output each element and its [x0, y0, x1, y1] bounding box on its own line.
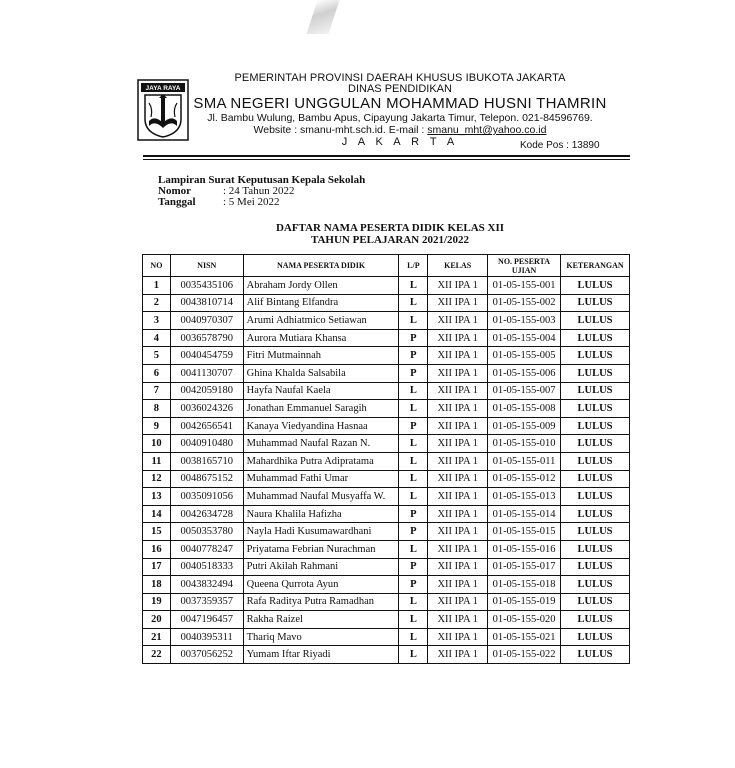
- cell-kelas: XII IPA 1: [428, 576, 488, 594]
- cell-nisn: 0047196457: [170, 611, 243, 629]
- cell-kelas: XII IPA 1: [428, 294, 488, 312]
- cell-no: 6: [143, 364, 171, 382]
- cell-lp: L: [399, 470, 428, 488]
- cell-no-peserta: 01-05-155-010: [488, 435, 561, 453]
- cell-keterangan: LULUS: [561, 593, 630, 611]
- cell-nisn: 0043832494: [170, 576, 243, 594]
- table-row: [143, 400, 630, 418]
- cell-no: 21: [143, 628, 171, 646]
- cell-lp: P: [399, 505, 428, 523]
- cell-no-peserta: 01-05-155-019: [488, 593, 561, 611]
- table-row: [143, 277, 630, 295]
- cell-nama: Muhammad Naufal Razan N.: [243, 435, 399, 453]
- jakarta-emblem-icon: [137, 79, 189, 141]
- cell-no-peserta: 01-05-155-007: [488, 382, 561, 400]
- cell-nisn: 0042059180: [170, 382, 243, 400]
- cell-lp: L: [399, 628, 428, 646]
- cell-nama: Nayla Hadi Kusumawardhani: [243, 523, 399, 541]
- cell-kelas: XII IPA 1: [428, 628, 488, 646]
- table-row: [143, 488, 630, 506]
- cell-nisn: 0040778247: [170, 540, 243, 558]
- letterhead-rule-thick: [143, 155, 630, 157]
- cell-kelas: XII IPA 1: [428, 329, 488, 347]
- letterhead: [190, 72, 610, 148]
- header-lp: L/P: [399, 255, 428, 277]
- cell-keterangan: LULUS: [561, 364, 630, 382]
- cell-no: 1: [143, 277, 171, 295]
- cell-nama: Hayfa Naufal Kaela: [243, 382, 399, 400]
- cell-nisn: 0035435106: [170, 277, 243, 295]
- cell-keterangan: LULUS: [561, 540, 630, 558]
- cell-no-peserta: 01-05-155-004: [488, 329, 561, 347]
- cell-no-peserta: 01-05-155-021: [488, 628, 561, 646]
- cell-nama: Muhammad Naufal Musyaffa W.: [243, 488, 399, 506]
- cell-nama: Queena Qurrota Ayun: [243, 576, 399, 594]
- cell-no-peserta: 01-05-155-017: [488, 558, 561, 576]
- cell-nama: Mahardhika Putra Adipratama: [243, 452, 399, 470]
- cell-nama: Kanaya Viedyandina Hasnaa: [243, 417, 399, 435]
- cell-no: 12: [143, 470, 171, 488]
- cell-nama: Arumi Adhiatmico Setiawan: [243, 312, 399, 330]
- cell-no: 10: [143, 435, 171, 453]
- table-row: [143, 470, 630, 488]
- cell-nama: Putri Akilah Rahmani: [243, 558, 399, 576]
- cell-kelas: XII IPA 1: [428, 312, 488, 330]
- cell-no-peserta: 01-05-155-009: [488, 417, 561, 435]
- cell-kelas: XII IPA 1: [428, 558, 488, 576]
- header-nisn: NISN: [170, 255, 243, 277]
- table-row: [143, 558, 630, 576]
- cell-no: 15: [143, 523, 171, 541]
- cell-keterangan: LULUS: [561, 523, 630, 541]
- cell-no: 13: [143, 488, 171, 506]
- cell-keterangan: LULUS: [561, 294, 630, 312]
- cell-keterangan: LULUS: [561, 312, 630, 330]
- cell-nama: Yumam Iftar Riyadi: [243, 646, 399, 664]
- cell-no: 9: [143, 417, 171, 435]
- email-link[interactable]: smanu_mht@yahoo.co.id: [427, 124, 547, 136]
- cell-kelas: XII IPA 1: [428, 523, 488, 541]
- cell-nisn: 0048675152: [170, 470, 243, 488]
- cell-no: 2: [143, 294, 171, 312]
- cell-keterangan: LULUS: [561, 452, 630, 470]
- cell-kelas: XII IPA 1: [428, 488, 488, 506]
- header-keterangan: KETERANGAN: [561, 255, 630, 277]
- cell-no: 7: [143, 382, 171, 400]
- table-row: [143, 329, 630, 347]
- city-name: J A K A R T A: [341, 136, 459, 148]
- cell-keterangan: LULUS: [561, 646, 630, 664]
- cell-nisn: 0040518333: [170, 558, 243, 576]
- header-nama: NAMA PESERTA DIDIK: [243, 255, 399, 277]
- cell-lp: P: [399, 329, 428, 347]
- cell-no-peserta: 01-05-155-008: [488, 400, 561, 418]
- cell-keterangan: LULUS: [561, 576, 630, 594]
- table-row: [143, 611, 630, 629]
- cell-lp: P: [399, 558, 428, 576]
- cell-kelas: XII IPA 1: [428, 364, 488, 382]
- cell-nisn: 0040970307: [170, 312, 243, 330]
- cell-no: 3: [143, 312, 171, 330]
- header-no-peserta: NO. PESERTA UJIAN: [488, 255, 561, 277]
- attachment-title: Lampiran Surat Keputusan Kepala Sekolah: [158, 174, 366, 186]
- cell-lp: P: [399, 364, 428, 382]
- cell-no-peserta: 01-05-155-011: [488, 452, 561, 470]
- tanggal-row: [158, 197, 365, 208]
- cell-nama: Ghina Khalda Salsabila: [243, 364, 399, 382]
- cell-no-peserta: 01-05-155-020: [488, 611, 561, 629]
- table-row: [143, 540, 630, 558]
- cell-lp: L: [399, 488, 428, 506]
- cell-nisn: 0040910480: [170, 435, 243, 453]
- cell-keterangan: LULUS: [561, 435, 630, 453]
- cell-lp: L: [399, 277, 428, 295]
- cell-lp: L: [399, 540, 428, 558]
- cell-no-peserta: 01-05-155-002: [488, 294, 561, 312]
- cell-no: 8: [143, 400, 171, 418]
- cell-nisn: 0050353780: [170, 523, 243, 541]
- website-text: Website : smanu-mht.sch.id. E-mail :: [253, 124, 428, 136]
- cell-nama: Jonathan Emmanuel Saragih: [243, 400, 399, 418]
- cell-kelas: XII IPA 1: [428, 593, 488, 611]
- table-row: [143, 576, 630, 594]
- cell-lp: L: [399, 435, 428, 453]
- cell-keterangan: LULUS: [561, 347, 630, 365]
- cell-lp: L: [399, 294, 428, 312]
- cell-nama: Fitri Mutmainnah: [243, 347, 399, 365]
- cell-nisn: 0040454759: [170, 347, 243, 365]
- table-header-row: [143, 255, 630, 277]
- cell-nisn: 0036578790: [170, 329, 243, 347]
- cell-nama: Abraham Jordy Ollen: [243, 277, 399, 295]
- cell-kelas: XII IPA 1: [428, 435, 488, 453]
- tanggal-value: : 5 Mei 2022: [223, 196, 280, 208]
- cell-keterangan: LULUS: [561, 417, 630, 435]
- cell-no: 14: [143, 505, 171, 523]
- cell-no-peserta: 01-05-155-005: [488, 347, 561, 365]
- cell-no-peserta: 01-05-155-016: [488, 540, 561, 558]
- cell-kelas: XII IPA 1: [428, 646, 488, 664]
- cell-kelas: XII IPA 1: [428, 505, 488, 523]
- school-name: SMA NEGERI UNGGULAN MOHAMMAD HUSNI THAMRIN: [193, 95, 607, 112]
- school-contact: [190, 124, 610, 136]
- table-row: [143, 364, 630, 382]
- cell-kelas: XII IPA 1: [428, 470, 488, 488]
- cell-no-peserta: 01-05-155-006: [488, 364, 561, 382]
- cell-keterangan: LULUS: [561, 470, 630, 488]
- cell-nama: Thariq Mavo: [243, 628, 399, 646]
- tanggal-label: Tanggal: [158, 196, 196, 208]
- cell-lp: L: [399, 611, 428, 629]
- cell-keterangan: LULUS: [561, 277, 630, 295]
- nomor-value: : 24 Tahun 2022: [223, 185, 295, 197]
- cell-no-peserta: 01-05-155-012: [488, 470, 561, 488]
- cell-kelas: XII IPA 1: [428, 400, 488, 418]
- cell-kelas: XII IPA 1: [428, 611, 488, 629]
- table-row: [143, 294, 630, 312]
- table-row: [143, 523, 630, 541]
- cell-no: 5: [143, 347, 171, 365]
- nomor-label: Nomor: [158, 185, 191, 197]
- table-row: [143, 505, 630, 523]
- cell-keterangan: LULUS: [561, 611, 630, 629]
- cell-nama: Priyatama Febrian Nurachman: [243, 540, 399, 558]
- cell-no-peserta: 01-05-155-015: [488, 523, 561, 541]
- cell-nisn: 0040395311: [170, 628, 243, 646]
- cell-nisn: 0038165710: [170, 452, 243, 470]
- table-row: [143, 628, 630, 646]
- cell-nisn: 0042634728: [170, 505, 243, 523]
- cell-nama: Naura Khalila Hafizha: [243, 505, 399, 523]
- table-row: [143, 312, 630, 330]
- cell-lp: P: [399, 576, 428, 594]
- cell-kelas: XII IPA 1: [428, 417, 488, 435]
- table-row: [143, 347, 630, 365]
- cell-nama: Rakha Raizel: [243, 611, 399, 629]
- cell-no-peserta: 01-05-155-001: [488, 277, 561, 295]
- cell-no: 4: [143, 329, 171, 347]
- table-row: [143, 382, 630, 400]
- cell-lp: L: [399, 593, 428, 611]
- cell-nama: Rafa Raditya Putra Ramadhan: [243, 593, 399, 611]
- table-row: [143, 646, 630, 664]
- cell-no-peserta: 01-05-155-013: [488, 488, 561, 506]
- cell-nisn: 0041130707: [170, 364, 243, 382]
- header-no: NO: [143, 255, 171, 277]
- cell-no-peserta: 01-05-155-022: [488, 646, 561, 664]
- school-address: Jl. Bambu Wulung, Bambu Apus, Cipayung Jakarta Timur, Telepon. 021-84596769.: [207, 112, 593, 124]
- emblem-text: JAYA RAYA: [145, 85, 181, 92]
- table-row: [143, 452, 630, 470]
- cell-keterangan: LULUS: [561, 488, 630, 506]
- cell-no: 20: [143, 611, 171, 629]
- cell-no: 22: [143, 646, 171, 664]
- cell-keterangan: LULUS: [561, 505, 630, 523]
- letterhead-line1: PEMERINTAH PROVINSI DAERAH KHUSUS IBUKOTA JAKARTA: [234, 72, 566, 84]
- cell-lp: L: [399, 646, 428, 664]
- cell-lp: L: [399, 452, 428, 470]
- header-kelas: KELAS: [428, 255, 488, 277]
- cell-no-peserta: 01-05-155-014: [488, 505, 561, 523]
- cell-lp: L: [399, 312, 428, 330]
- cell-kelas: XII IPA 1: [428, 347, 488, 365]
- table-row: [143, 435, 630, 453]
- attachment-info: [158, 175, 365, 208]
- letterhead-line2: DINAS PENDIDIKAN: [348, 83, 452, 95]
- cell-kelas: XII IPA 1: [428, 277, 488, 295]
- student-table: [142, 254, 630, 664]
- cell-kelas: XII IPA 1: [428, 382, 488, 400]
- letterhead-rule-thin: [143, 159, 630, 160]
- cell-no: 17: [143, 558, 171, 576]
- title-line1: DAFTAR NAMA PESERTA DIDIK KELAS XII: [275, 222, 505, 234]
- cell-keterangan: LULUS: [561, 400, 630, 418]
- table-row: [143, 593, 630, 611]
- cell-nama: Muhammad Fathi Umar: [243, 470, 399, 488]
- cell-keterangan: LULUS: [561, 628, 630, 646]
- cell-keterangan: LULUS: [561, 329, 630, 347]
- cell-lp: L: [399, 400, 428, 418]
- cell-lp: P: [399, 417, 428, 435]
- cell-lp: P: [399, 347, 428, 365]
- cell-keterangan: LULUS: [561, 558, 630, 576]
- cell-keterangan: LULUS: [561, 382, 630, 400]
- cell-no-peserta: 01-05-155-003: [488, 312, 561, 330]
- cell-nisn: 0035091056: [170, 488, 243, 506]
- cell-no: 16: [143, 540, 171, 558]
- cell-nama: Alif Bintang Elfandra: [243, 294, 399, 312]
- cell-nama: Aurora Mutiara Khansa: [243, 329, 399, 347]
- scan-smudge: [306, 0, 339, 34]
- cell-kelas: XII IPA 1: [428, 540, 488, 558]
- cell-nisn: 0037359357: [170, 593, 243, 611]
- cell-no: 18: [143, 576, 171, 594]
- cell-nisn: 0036024326: [170, 400, 243, 418]
- cell-no: 19: [143, 593, 171, 611]
- cell-nisn: 0037056252: [170, 646, 243, 664]
- cell-lp: P: [399, 523, 428, 541]
- cell-lp: L: [399, 382, 428, 400]
- cell-no-peserta: 01-05-155-018: [488, 576, 561, 594]
- document-title: [200, 222, 580, 246]
- cell-nisn: 0043810714: [170, 294, 243, 312]
- cell-no: 11: [143, 452, 171, 470]
- table-row: [143, 417, 630, 435]
- cell-nisn: 0042656541: [170, 417, 243, 435]
- postal-code: Kode Pos : 13890: [520, 140, 600, 151]
- title-line2: TAHUN PELAJARAN 2021/2022: [310, 234, 470, 246]
- cell-kelas: XII IPA 1: [428, 452, 488, 470]
